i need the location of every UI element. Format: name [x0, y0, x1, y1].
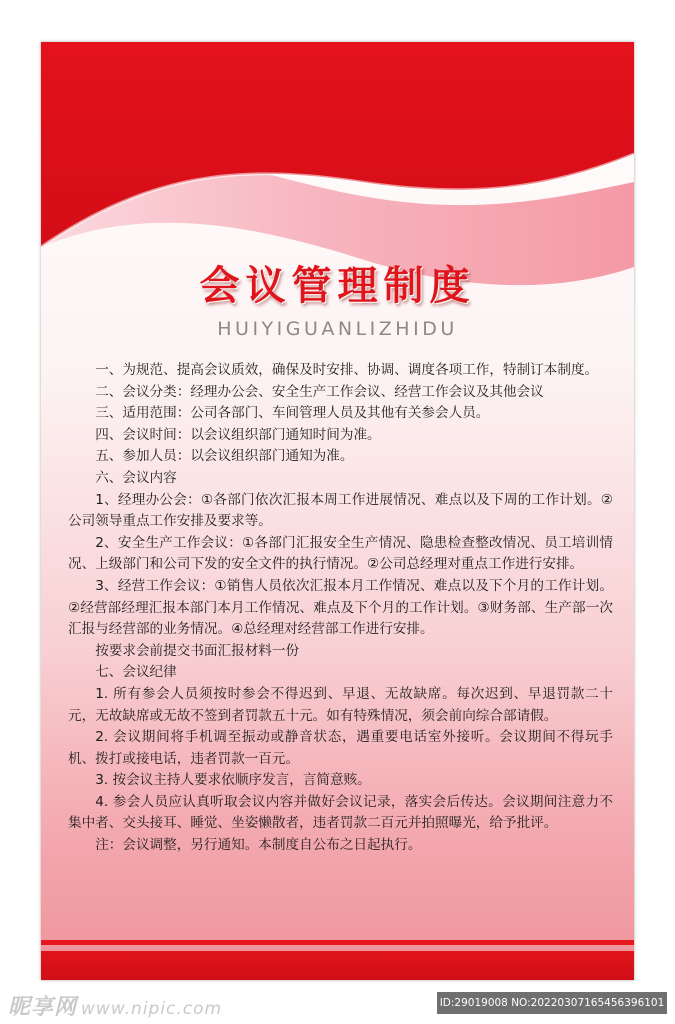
- paragraph: 1. 所有参会人员须按时参会不得迟到、早退、无故缺席。每次迟到、早退罚款二十元，无故缺席或无故不签到者罚款五十元。如有特殊情况，须会前向综合部请假。: [68, 685, 613, 724]
- paragraph: 按要求会前提交书面汇报材料一份: [95, 642, 300, 659]
- poster: [41, 42, 634, 980]
- image-id-label: ID:29019008 NO:20220307165456396101: [437, 992, 667, 1014]
- regulation-text: [68, 360, 613, 857]
- paragraph: 六、会议内容: [95, 469, 177, 486]
- footer-band: [41, 951, 634, 980]
- paragraph: 二、会议分类：经理办公会、安全生产工作会议、经营工作会议及其他会议: [95, 383, 544, 400]
- paragraph: 2. 会议期间将手机调至振动或静音状态，遇重要电话室外接听。会议期间不得玩手机、拨打或接电话，违者罚款一百元。: [68, 729, 613, 767]
- watermark: [8, 990, 222, 1021]
- watermark-brand: 昵享网: [8, 995, 78, 1020]
- paragraph: 一、为规范、提高会议质效，确保及时安排、协调、调度各项工作，特制订本制度。: [95, 362, 599, 378]
- watermark-url: www.nipic.com: [81, 999, 223, 1019]
- paragraph: 五、参加人员：以会议组织部门通知为准。: [95, 448, 354, 465]
- paragraph: 4. 参会人员应认真听取会议内容并做好会议记录，落实会后传达。会议期间注意力不集中者、交头接耳、睡觉、坐姿懒散者，违者罚款二百元并拍照曝光，给予批评。: [68, 793, 613, 832]
- page-title: 会议管理制度: [199, 263, 476, 309]
- paragraph: 1、经理办公会：①各部门依次汇报本周工作进展情况、难点以及下周的工作计划。②公司领导重点工作安排及要求等。: [68, 491, 613, 530]
- paragraph: 四、会议时间：以会议组织部门通知时间为准。: [95, 426, 381, 443]
- paragraph: 注：会议调整，另行通知。本制度自公布之日起执行。: [95, 837, 422, 854]
- paragraph: 2、安全生产工作会议：①各部门汇报安全生产情况、隐患检查整改情况、员工培训情况、上级部门和公司下发的安全文件的执行情况。②公司总经理对重点工作进行安排。: [68, 534, 613, 573]
- paragraph: 3. 按会议主持人要求依顺序发言，言简意赅。: [95, 772, 371, 789]
- paragraph: 七、会议纪律: [95, 664, 177, 681]
- footer-stripe: [41, 940, 634, 945]
- paragraph: 3、经营工作会议：①销售人员依次汇报本月工作情况、难点以及下个月的工作计划。②经营部经理汇报本部门本月工作情况、难点及下个月的工作计划。③财务部、生产部一次汇报与经营部的业务情况。④总经理对经营部工作进行安排。: [68, 577, 613, 638]
- page-subtitle: HUIYIGUANLIZHIDU: [217, 318, 458, 340]
- paragraph: 三、适用范围：公司各部门、车间管理人员及其他有关参会人员。: [95, 405, 490, 422]
